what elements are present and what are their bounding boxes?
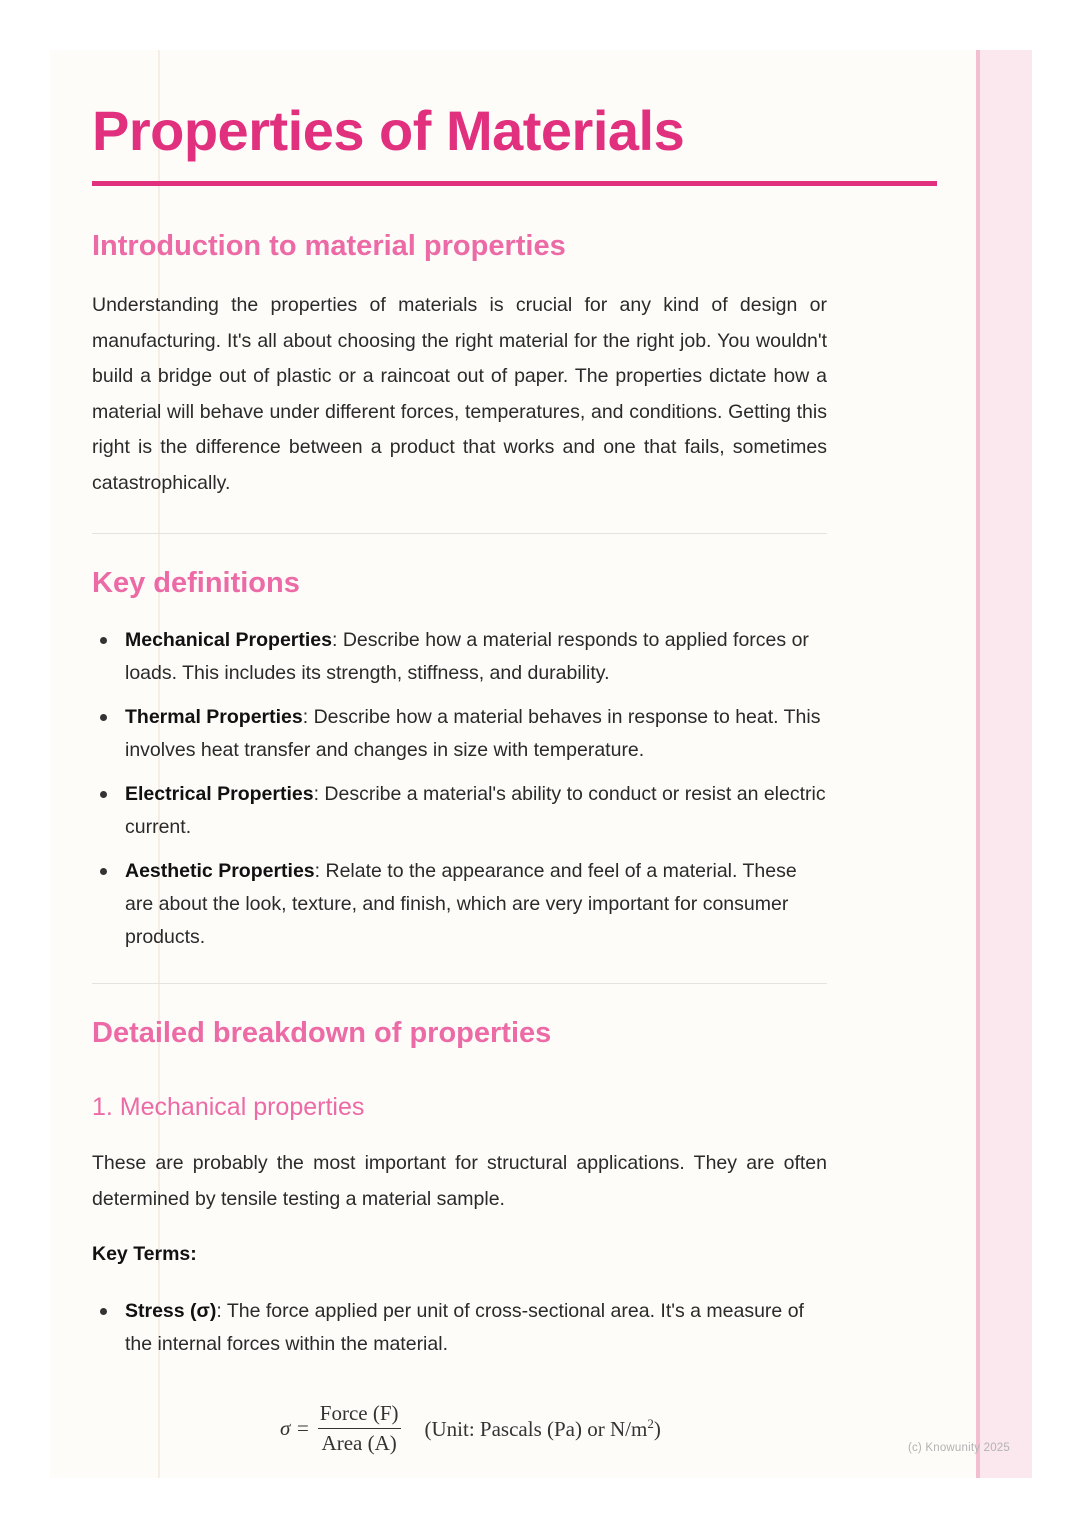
side-strip-line	[976, 50, 980, 1478]
divider	[92, 983, 827, 984]
divider	[92, 533, 827, 534]
bullet-icon	[100, 791, 107, 798]
bullet-icon	[100, 637, 107, 644]
definition-text: : Describe how a material behaves in response to heat. This involves heat transfer and changes in size with temperature.	[125, 706, 821, 761]
formula-fraction	[318, 1401, 401, 1456]
formula-unit-close: )	[653, 1416, 661, 1441]
definitions-section	[92, 567, 827, 600]
breakdown-heading: Detailed breakdown of properties	[92, 1017, 552, 1049]
copyright-footer: (c) Knowunity 2025	[907, 1442, 1010, 1454]
formula-unit	[425, 1416, 661, 1442]
breakdown-section	[92, 1017, 827, 1050]
definition-term: Electrical Properties	[125, 783, 314, 805]
definition-term: Mechanical Properties	[125, 629, 332, 651]
bullet-icon	[100, 868, 107, 875]
list-item	[92, 624, 827, 690]
mechanical-heading: 1. Mechanical properties	[92, 1093, 365, 1121]
key-terms-label: Key Terms:	[92, 1243, 197, 1265]
title-rule	[92, 181, 937, 186]
intro-body	[92, 288, 827, 501]
formula-unit-exponent: 2	[647, 1415, 654, 1431]
definitions-list	[92, 624, 827, 954]
intro-section	[92, 230, 827, 263]
stress-formula	[280, 1401, 661, 1456]
list-item	[92, 855, 827, 954]
definition-text: : Describe how a material responds to applied forces or loads. This includes its strength, stiffness, and durability.	[125, 629, 809, 684]
formula-unit-text: (Unit: Pascals (Pa) or N/m	[424, 1416, 648, 1441]
definition-text: : Describe a material's ability to conduct or resist an electric current.	[125, 783, 826, 838]
list-item	[92, 1295, 827, 1361]
definitions-heading: Key definitions	[92, 567, 300, 599]
definitions-list-wrap	[92, 624, 827, 965]
term-name: Stress (σ)	[125, 1300, 217, 1322]
side-strip	[976, 50, 1032, 1478]
page-title: Properties of Materials	[92, 99, 685, 162]
terms-list-wrap	[92, 1295, 827, 1372]
document-page	[50, 50, 1032, 1478]
definition-text: : Relate to the appearance and feel of a material. These are about the look, texture, and finish, which are very important for consumer products.	[125, 860, 797, 948]
intro-paragraph: Understanding the properties of materials is crucial for any kind of design or manufacturing. It's all about choosing the right material for the right job. You wouldn't build a bridge out of plastic or a raincoat out of paper. The properties dictate how a material will behave under different forces, temperatures, and conditions. Getting this right is the difference between a product that works and one that fails, sometimes catastrophically.	[92, 294, 827, 494]
formula-symbol: σ =	[280, 1416, 310, 1440]
formula-denominator: Area (A)	[321, 1431, 397, 1455]
list-item	[92, 701, 827, 767]
mechanical-body	[92, 1146, 827, 1217]
formula-numerator: Force (F)	[318, 1401, 401, 1429]
mechanical-paragraph: These are probably the most important for structural applications. They are often determined by tensile testing a material sample.	[92, 1152, 827, 1210]
definition-term: Thermal Properties	[125, 706, 303, 728]
definition-term: Aesthetic Properties	[125, 860, 315, 882]
key-terms	[92, 1243, 827, 1266]
bullet-icon	[100, 714, 107, 721]
mechanical-section	[92, 1093, 827, 1122]
list-item	[92, 778, 827, 844]
terms-list	[92, 1295, 827, 1361]
term-text: : The force applied per unit of cross-sectional area. It's a measure of the internal forces within the material.	[125, 1300, 804, 1355]
intro-heading: Introduction to material properties	[92, 230, 566, 262]
bullet-icon	[100, 1308, 107, 1315]
